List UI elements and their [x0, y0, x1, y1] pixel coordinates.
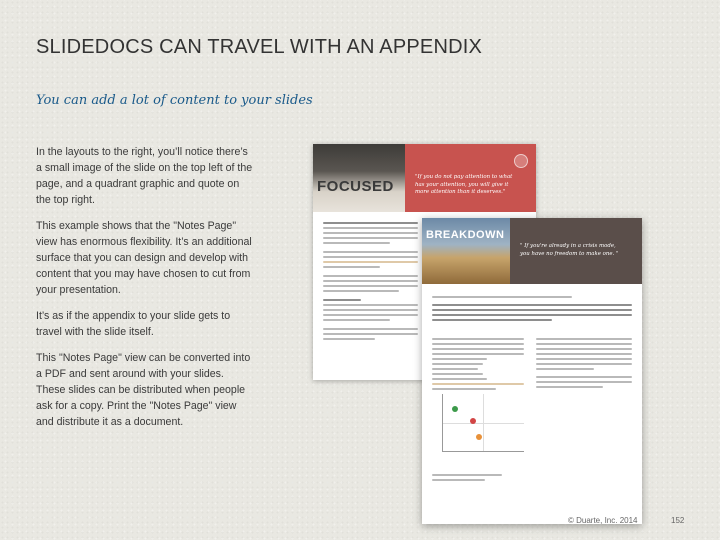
- footer-copyright: © Duarte, Inc. 2014: [568, 516, 638, 525]
- paragraph-1: In the layouts to the right, you’ll notice there’s a small image of the slide on the top left of the page, and a quadrant graphic and quote on the top right.: [36, 146, 253, 206]
- thumb-word: FOCUSED: [317, 178, 394, 195]
- notes-page-example-2: [422, 218, 642, 524]
- slide-subtitle: You can add a lot of content to your slides: [36, 93, 313, 108]
- quote-panel: [405, 144, 536, 212]
- quote-text: " If you're already in a crisis mode, you have no freedom to make one. ": [520, 243, 619, 257]
- slide-thumb-image: [313, 144, 405, 212]
- chart-dot: [476, 434, 482, 440]
- notes-intro-lines: [432, 296, 632, 324]
- notes-right-column: [536, 338, 632, 391]
- chart-dot: [452, 406, 458, 412]
- thumb-word: BREAKDOWN: [426, 229, 505, 241]
- quadrant-chart: [442, 394, 524, 452]
- body-text: [36, 144, 254, 440]
- quote-text: "If you do not pay attention to what has your attention, you will give it more attention than it deserves.": [415, 174, 513, 195]
- badge-icon: [514, 154, 528, 168]
- paragraph-2: This example shows that the "Notes Page" view has enormous flexibility. It’s an additional surface that you can design and develop with content that you may have chosen to cut from your presentation.: [36, 220, 252, 296]
- page-number: 152: [671, 516, 685, 525]
- notes-footer-lines: [432, 474, 502, 484]
- quote-panel: [510, 218, 642, 284]
- slide-thumbnail: [313, 144, 536, 212]
- notes-text-lines: [323, 222, 418, 343]
- paragraph-3: It’s as if the appendix to your slide gets to travel with the slide itself.: [36, 310, 231, 338]
- slide-thumbnail: [422, 218, 642, 284]
- slide-title: SLIDEDOCS CAN TRAVEL WITH AN APPENDIX: [36, 36, 483, 58]
- paragraph-4: This "Notes Page" view can be converted into a PDF and sent around with your slides. These slides can be distributed when people ask for a copy. Print the "Notes Page" view and distribute it as a document.: [36, 352, 251, 428]
- slide-thumb-image: [422, 218, 510, 284]
- notes-left-column: [432, 338, 524, 393]
- chart-dot: [470, 418, 476, 424]
